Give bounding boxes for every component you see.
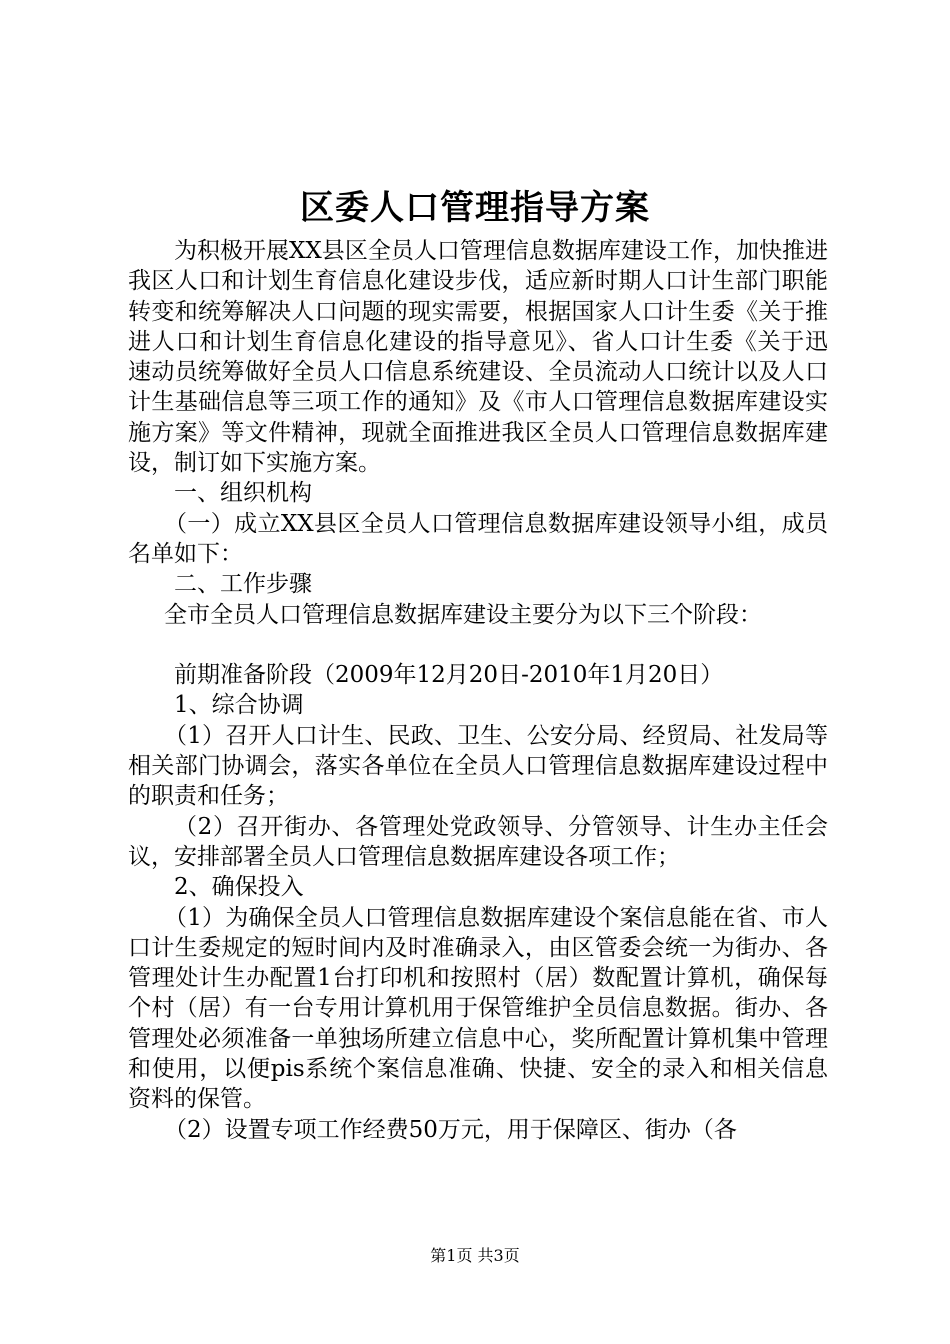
paragraph-coordination-2: （2）召开街办、各管理处党政领导、分管领导、计生办主任会议，安排部署全员人口管理信息数据库建设各项工作； (128, 813, 828, 870)
stage-heading-preparation: 前期准备阶段（2009年12月20日-2010年1月20日） (174, 662, 724, 689)
page-title: 区委人口管理指导方案 (300, 188, 650, 228)
document-body (128, 236, 828, 1145)
page-footer: 第1页 共3页 (430, 1246, 520, 1265)
paragraph-investment-1: （1）为确保全员人口管理信息数据库建设个案信息能在省、市人口计生委规定的短时间内及时准确录入，由区管委会统一为街办、各管理处计生办配置1台打印机和按照村（居）数配置计算机，确保每个村（居）有一台专用计算机用于保管维护全员信息数据。街办、各管理处必须准备一单独场所建立信息中心，奖所配置计算机集中管理和使用，以便pis系统个案信息准确、快捷、安全的录入和相关信息资料的保管。 (128, 904, 828, 1113)
intro-paragraph: 为积极开展XX县区全员人口管理信息数据库建设工作，加快推进我区人口和计划生育信息化建设步伐，适应新时期人口计生部门职能转变和统筹解决人口问题的现实需要，根据国家人口计生委《关于推进人口和计划生育信息化建设的指导意见》、省人口计生委《关于迅速动员统筹做好全员人口信息系统建设、全员流动人口统计以及人口计生基础信息等三项工作的通知》及《市人口管理信息数据库建设实施方案》等文件精神，现就全面推进我区全员人口管理信息数据库建设，制订如下实施方案。 (128, 238, 828, 477)
paragraph-coordination-1: （1）召开人口计生、民政、卫生、公安分局、经贸局、社发局等相关部门协调会，落实各单位在全员人口管理信息数据库建设过程中的职责和任务； (128, 722, 828, 810)
subheading-investment: 2、确保投入 (174, 874, 304, 901)
section-heading-work-steps: 二、工作步骤 (174, 571, 312, 598)
paragraph-investment-2: （2）设置专项工作经费50万元，用于保障区、街办（各 (164, 1116, 737, 1143)
subheading-coordination: 1、综合协调 (174, 692, 304, 719)
blank-line (128, 630, 828, 660)
section-heading-organization: 一、组织机构 (174, 480, 312, 507)
paragraph-leading-group: （一）成立XX县区全员人口管理信息数据库建设领导小组，成员名单如下： (128, 510, 828, 567)
paragraph-three-stages: 全市全员人口管理信息数据库建设主要分为以下三个阶段： (164, 601, 762, 628)
